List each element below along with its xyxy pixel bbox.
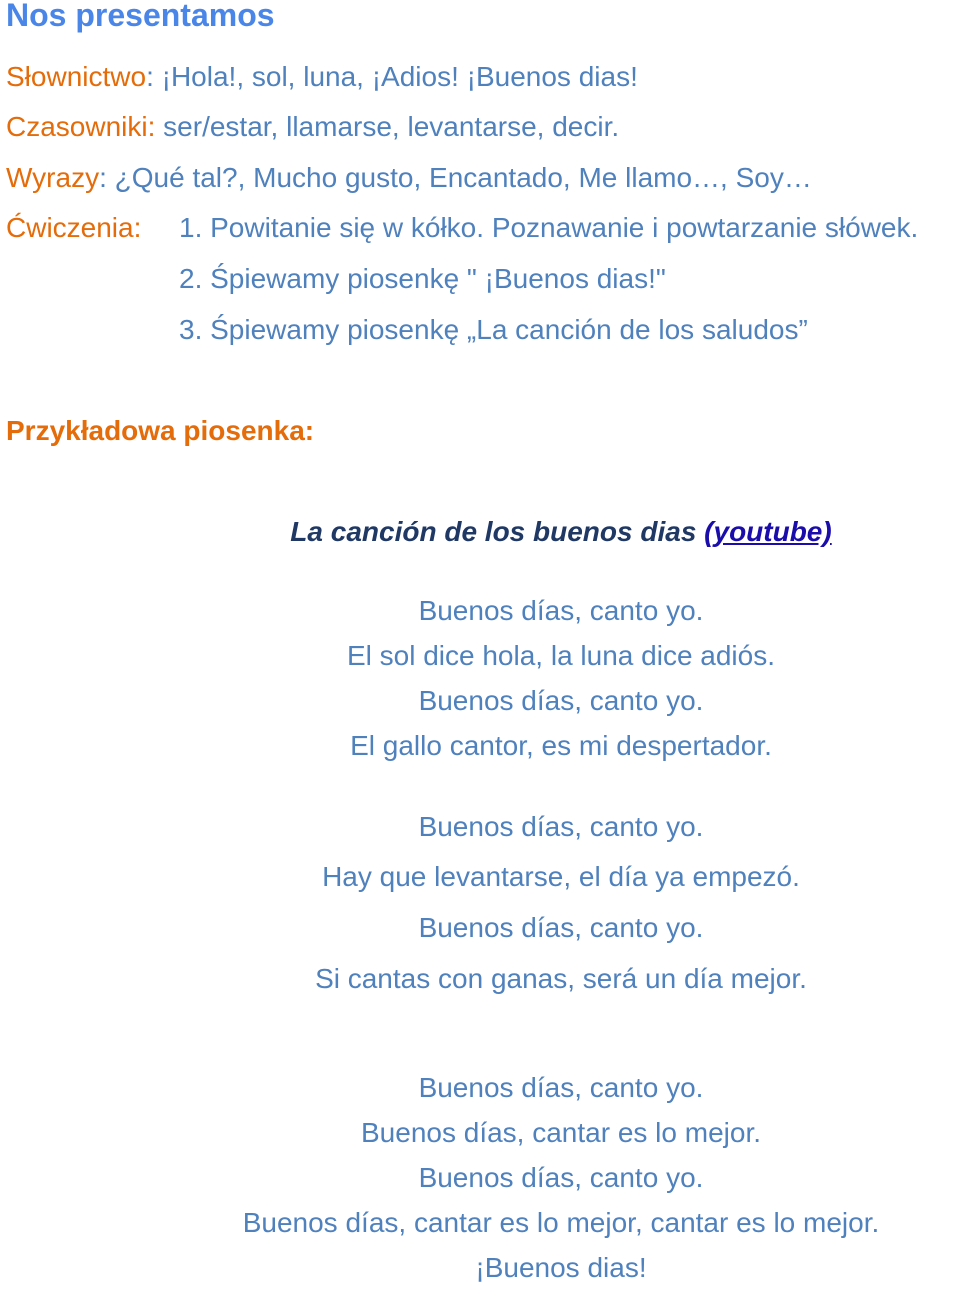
lyric-line-2: El sol dice hola, la luna dice adiós. (346, 640, 776, 671)
exercise-item-1: 1. Powitanie się w kółko. Poznawanie i powtarzanie słówek. (179, 212, 919, 243)
lyric-line-4: El gallo cantor, es mi despertador. (350, 730, 772, 761)
phrases-value: ¿Qué tal?, Mucho gusto, Encantado, Me llamo…, Soy… (106, 162, 812, 193)
exercises-label-row (6, 211, 141, 245)
song-title-text: La canción de los buenos dias (290, 516, 705, 547)
verbs-label: Czasowniki: (6, 111, 156, 142)
vocabulary-row (6, 60, 638, 94)
lyric-line-8: Si cantas con ganas, será un día mejor. (315, 963, 807, 994)
lyric-line-3: Buenos días, canto yo. (418, 685, 704, 716)
phrases-label: Wyrazy (6, 162, 100, 193)
lyric-line-9: Buenos días, canto yo. (418, 1072, 704, 1103)
page-title: Nos presentamos (6, 0, 275, 33)
verbs-value: ser/estar, llamarse, levantarse, decir. (155, 111, 620, 142)
lyric-line-11: Buenos días, canto yo. (418, 1162, 704, 1193)
vocabulary-value: ¡Hola!, sol, luna, ¡Adios! ¡Buenos dias! (153, 61, 638, 92)
exercise-item-3: 3. Śpiewamy piosenkę „La canción de los saludos” (179, 314, 808, 345)
lyric-line-10: Buenos días, cantar es lo mejor. (361, 1117, 761, 1148)
song-title (0, 515, 960, 549)
exercises-label: Ćwiczenia: (6, 212, 142, 243)
phrases-separator: : (99, 162, 107, 193)
vocabulary-label: Słownictwo (6, 61, 147, 92)
youtube-link[interactable]: (youtube) (704, 516, 832, 547)
lyric-line-13: ¡Buenos dias! (475, 1252, 647, 1283)
verbs-row (6, 110, 619, 144)
vocabulary-separator: : (146, 61, 154, 92)
example-song-label: Przykładowa piosenka: (6, 415, 315, 446)
lyric-line-7: Buenos días, canto yo. (418, 912, 704, 943)
lyric-line-12: Buenos días, cantar es lo mejor, cantar es lo mejor. (242, 1207, 880, 1238)
exercise-item-2: 2. Śpiewamy piosenkę " ¡Buenos dias!" (179, 263, 666, 294)
phrases-row (6, 161, 812, 195)
lyric-line-5: Buenos días, canto yo. (418, 811, 704, 842)
lyric-line-6: Hay que levantarse, el día ya empezó. (322, 861, 800, 892)
lyric-line-1: Buenos días, canto yo. (418, 595, 704, 626)
